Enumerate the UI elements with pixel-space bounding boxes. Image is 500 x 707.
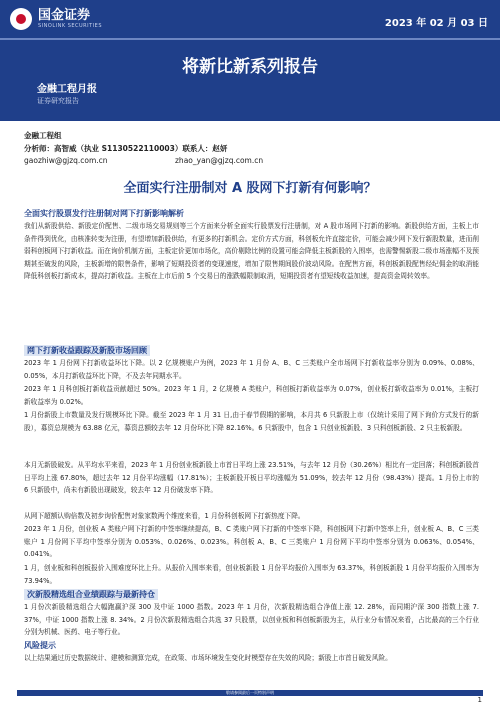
section-paragraph: 以上结果通过历史数据统计、建模和测算完成，在政策、市场环境发生变化时模型存在失效的风险；新股上市首日破发风险。 (24, 654, 392, 662)
section-paragraph: 2023 年 1 月份网下打新收益环比下降。以 2 亿规模账户为例，2023 年 1 月份 A、B、C 三类账户全市场网下打新收益率分别为 0.09%、0.08%、0.05%，本月打新收益环比下降，不及去年同期水平。 (24, 359, 479, 380)
main-title: 全面实行注册制对 A 股网下打新有何影响？ (123, 181, 377, 196)
email-gaozhiw[interactable]: gaozhiw@gjzq.com.cn (24, 156, 108, 165)
section-paragraph: 1 月份次新股精选组合大幅跑赢沪深 300 及中证 1000 指数。2023 年 1 月份，次新股精选组合净值上涨 12. 28%，而同期沪深 300 指数上涨 7. 37%，中证 1000 指数上涨 8. 34%。2 月份次新股精选组合共选 37 只股票，以创业板和科创板新股为主，从行业分布情况来看，占比最高的三个行业分别为机械、医药、电子等行业。 (24, 603, 479, 637)
section-heading-registration-impact: 全面实行股票发行注册制对网下打新影响解析 (24, 209, 184, 218)
page-number: 1 (477, 696, 482, 704)
report-series-title: 将新比新系列报告 (182, 57, 318, 77)
report-type: 金融工程月报 (37, 84, 97, 95)
section-paragraph: 2023 年 1 月份，创业板 A 类账户网下打新的中签率继续提高，B、C 类账户网下打新的中签率下降，科创板网下打新中签率上升，创业板 A、B、C 三类账户 1 月份网下平均中签率分别为 0.053%、0.026%、0.023%。科创板 A、B、C 三类账户 1 月份网下平均中签率分别为 0.063%、0.054%、0.041%。 (24, 525, 479, 559)
analysts-line (24, 143, 227, 154)
team-name: 金融工程组 (24, 131, 62, 140)
section-paragraph: 2023 年 1 月科创板打新收益贡献超过 50%。2023 年 1 月，2 亿规模 A 类账户，科创板打新收益率为 0.07%，创业板打新收益率为 0.01%，主板打新收益率为 0.02%。 (24, 385, 479, 406)
analysts-value: 高智威（执业 S1130522110003）联系人：赵妍 (54, 144, 228, 153)
section-paragraph: 我们从新股供给、新股定价配售、二级市场交易规则等三个方面来分析全面实行股票发行注册制，对 A 股市场网下打新的影响。新股供给方面，主板上市条件得到优化，由核准转变为注册，有望增加新股供给，有更多的打新机会。定价方式方面，科创板允许直接定价，可能会减少网下发行新股数量，进而削弱科创板网下打新收益。而在询价机制方面，主板定价更加市场化，高价剔除比例的设置可能会降低主板新股的入围率，也需警惕新股二级市场涨幅不及预期甚至破发的风险，主板新增的限售条件，影响了短期投资者的变现速度，增加了限售期间股价波动风险。在配售方面，科创板新股配售经纪佣金的取消能降低科创板打新成本，提高打新收益。主板在上市后前 5 个交易日的涨跌幅限制取消，短期投资者有望短线收益加速，提高资金周转效率。 (24, 222, 479, 281)
logo-text-en: SINOLINK SECURITIES (38, 22, 102, 29)
sinolink-logo (10, 6, 102, 32)
footer-disclaimer: 敬请参阅最后一页特别声明 (226, 690, 274, 695)
section-paragraph: 本月无新股破发。从平均水平来看，2023 年 1 月份创业板新股上市首日平均上涨 23.51%，与去年 12 月份（30.26%）相比有一定回落；科创板新股首日平均上涨 67.80%，超过去年 12 月份平均涨幅（17.81%）；主板新股开板日平均涨幅为 51.09%，较去年 12 月份（98.43%）提高。1 月份上市的 6 只新股中，尚未有新股出现破发，较去年 12 月份破发率下降。 (24, 461, 479, 495)
section-heading-risk: 风险提示 (24, 641, 56, 650)
analysts-label: 分析师： (24, 144, 54, 153)
section-paragraph: 从网下超额认购倍数及初步询价配售对象家数两个维度来看，1 月份科创板网下打新热度下降。 (24, 512, 305, 520)
section-paragraph: 1 月，创业板和科创板报价入围难度环比上升。从报价入围率来看，创业板新股 1 月份平均报价入围率为 63.37%，科创板新股 1 月份平均报价入围率为 73.94%。 (24, 564, 479, 585)
report-category: 证券研究报告 (37, 97, 79, 105)
section-heading-text: 次新股精选组合业绩跟踪与最新持仓 (24, 589, 158, 600)
email-zhao-yan[interactable]: zhao_yan@gjzq.com.cn (175, 156, 264, 165)
section-heading-text: 网下打新收益跟踪及新股市场回顾 (24, 345, 150, 356)
report-header-banner (0, 0, 500, 121)
header-stripe (0, 38, 500, 40)
logo-text-cn: 国金证券 (38, 7, 91, 23)
section-paragraph: 1 月份新股上市数量及发行规模环比下降。截至 2023 年 1 月 31 日,由于春节假期的影响，本月共 6 只新股上市（仅统计采用了网下询价方式发行的新股），募资总规模为 63.88 亿元，募资总额较去年 12 月份环比下降 82.16%。6 只新股中，包含 1 只创业板新股、3 只科创板新股、2 只主板新股。 (24, 411, 479, 432)
section-heading-portfolio (24, 589, 479, 600)
section-heading-ipo-tracking (24, 345, 479, 356)
report-date: 2023 年 02 月 03 日 (384, 18, 488, 29)
logo-circle-icon (10, 8, 32, 30)
